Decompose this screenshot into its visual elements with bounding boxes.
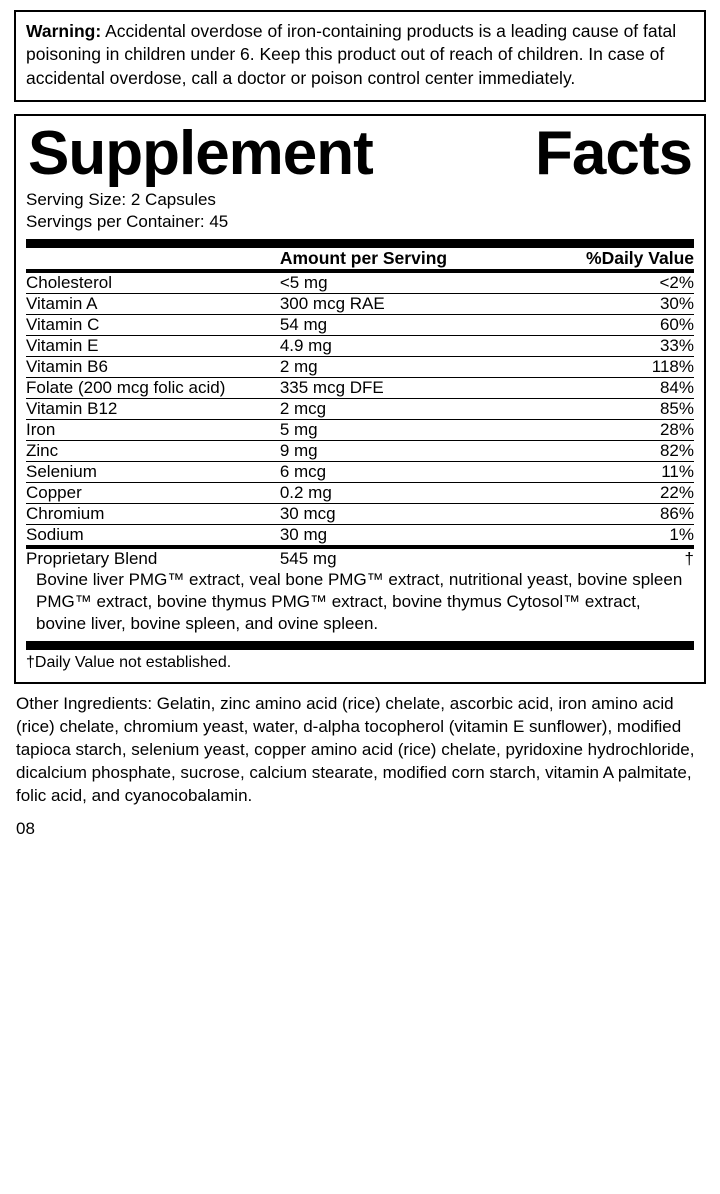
nutrient-name: Vitamin E — [26, 335, 280, 356]
table-row — [26, 273, 694, 294]
nutrient-amount: 54 mg — [280, 314, 534, 335]
rule-below-blend — [26, 641, 694, 650]
table-row — [26, 419, 694, 440]
nutrient-amount: 2 mcg — [280, 398, 534, 419]
daily-value-footnote: †Daily Value not established. — [26, 653, 232, 671]
nutrient-amount: 4.9 mg — [280, 335, 534, 356]
page-code: 08 — [16, 819, 35, 839]
serving-size: Serving Size: 2 Capsules — [26, 190, 216, 210]
nutrient-table — [26, 273, 694, 545]
nutrient-dv: 33% — [534, 335, 694, 356]
serving-info — [26, 189, 694, 239]
nutrient-name: Chromium — [26, 503, 280, 524]
panel-title — [26, 120, 694, 189]
blend-name: Proprietary Blend — [26, 548, 158, 568]
warning-box — [14, 10, 706, 102]
header-nutrient — [26, 248, 280, 269]
table-row — [26, 377, 694, 398]
table-row — [26, 398, 694, 419]
header-daily-value: %Daily Value — [586, 247, 694, 268]
nutrient-amount: 30 mg — [280, 524, 534, 545]
nutrient-amount: <5 mg — [279, 272, 328, 292]
nutrient-dv: 85% — [534, 398, 694, 419]
table-header-row — [26, 248, 694, 269]
nutrient-amount: 335 mcg DFE — [280, 377, 534, 398]
table-row — [26, 461, 694, 482]
nutrient-name: Iron — [26, 419, 280, 440]
supplement-facts-panel — [14, 114, 706, 684]
nutrient-amount: 2 mg — [280, 356, 534, 377]
nutrient-amount: 5 mg — [280, 419, 534, 440]
blend-amount: 545 mg — [279, 548, 337, 568]
nutrient-name: Copper — [26, 482, 280, 503]
nutrient-name: Vitamin A — [26, 293, 280, 314]
nutrient-dv: 84% — [534, 377, 694, 398]
nutrient-amount: 9 mg — [280, 440, 534, 461]
nutrient-dv: 1% — [534, 524, 694, 545]
nutrient-name: Cholesterol — [26, 272, 112, 292]
nutrient-dv: 118% — [534, 356, 694, 377]
warning-paragraph — [26, 20, 694, 90]
table-row — [26, 524, 694, 545]
nutrient-dv: 82% — [534, 440, 694, 461]
rule-thick-top — [26, 239, 694, 248]
nutrient-name: Vitamin B6 — [26, 356, 280, 377]
nutrient-name: Sodium — [26, 524, 280, 545]
nutrient-dv: 30% — [534, 293, 694, 314]
header-amount-per-serving: Amount per Serving — [279, 247, 448, 268]
table-row — [26, 293, 694, 314]
panel-title-facts: Facts — [535, 118, 692, 188]
nutrient-dv: 60% — [534, 314, 694, 335]
table-row — [26, 440, 694, 461]
nutrient-dv: <2% — [659, 272, 694, 292]
nutrient-header-table — [26, 248, 694, 269]
warning-body-text: Accidental overdose of iron-containing products is a leading cause of fatal poisoning in children under 6. Keep this product out of reach of children. In case of accidental overdose, call a doctor or poison control center immediately. — [26, 21, 677, 88]
nutrient-name: Zinc — [26, 440, 280, 461]
nutrient-name: Selenium — [26, 461, 280, 482]
nutrient-amount: 30 mcg — [280, 503, 534, 524]
nutrient-name: Vitamin B12 — [26, 398, 280, 419]
table-row — [26, 482, 694, 503]
nutrient-dv: 86% — [534, 503, 694, 524]
other-ingredients: Other Ingredients: Gelatin, zinc amino acid (rice) chelate, ascorbic acid, iron amino acid (rice) chelate, chromium yeast, water, d-alpha tocopherol (vitamin E sunflower), modified tapioca starch, selenium yeast, copper amino acid (rice) chelate, pyridoxine hydrochloride, dicalcium phosphate, sucrose, calcium stearate, modified corn starch, vitamin A palmitate, folic acid, and cyanocobalamin. — [16, 693, 695, 806]
warning-label: Warning: — [26, 21, 102, 41]
table-row — [26, 356, 694, 377]
blend-description: Bovine liver PMG™ extract, veal bone PMG™ extract, nutritional yeast, bovine spleen PMG™ extract, bovine thymus PMG™ extract, bovine thymus Cytosol™ extract, bovine liver, bovine spleen, and ovine spleen. — [36, 569, 683, 633]
nutrient-name: Vitamin C — [26, 314, 280, 335]
table-row — [26, 503, 694, 524]
nutrient-dv: 22% — [534, 482, 694, 503]
blend-dv: † — [684, 548, 694, 568]
panel-title-supplement: Supplement — [28, 118, 373, 188]
nutrient-name: Folate (200 mcg folic acid) — [26, 377, 280, 398]
nutrient-amount: 0.2 mg — [280, 482, 534, 503]
proprietary-blend-table — [26, 549, 694, 569]
nutrient-amount: 300 mcg RAE — [280, 293, 534, 314]
table-row — [26, 314, 694, 335]
table-row — [26, 335, 694, 356]
nutrient-amount: 6 mcg — [280, 461, 534, 482]
blend-row — [26, 549, 694, 569]
nutrient-dv: 11% — [534, 461, 694, 482]
servings-per-container: Servings per Container: 45 — [26, 211, 229, 231]
nutrient-dv: 28% — [534, 419, 694, 440]
